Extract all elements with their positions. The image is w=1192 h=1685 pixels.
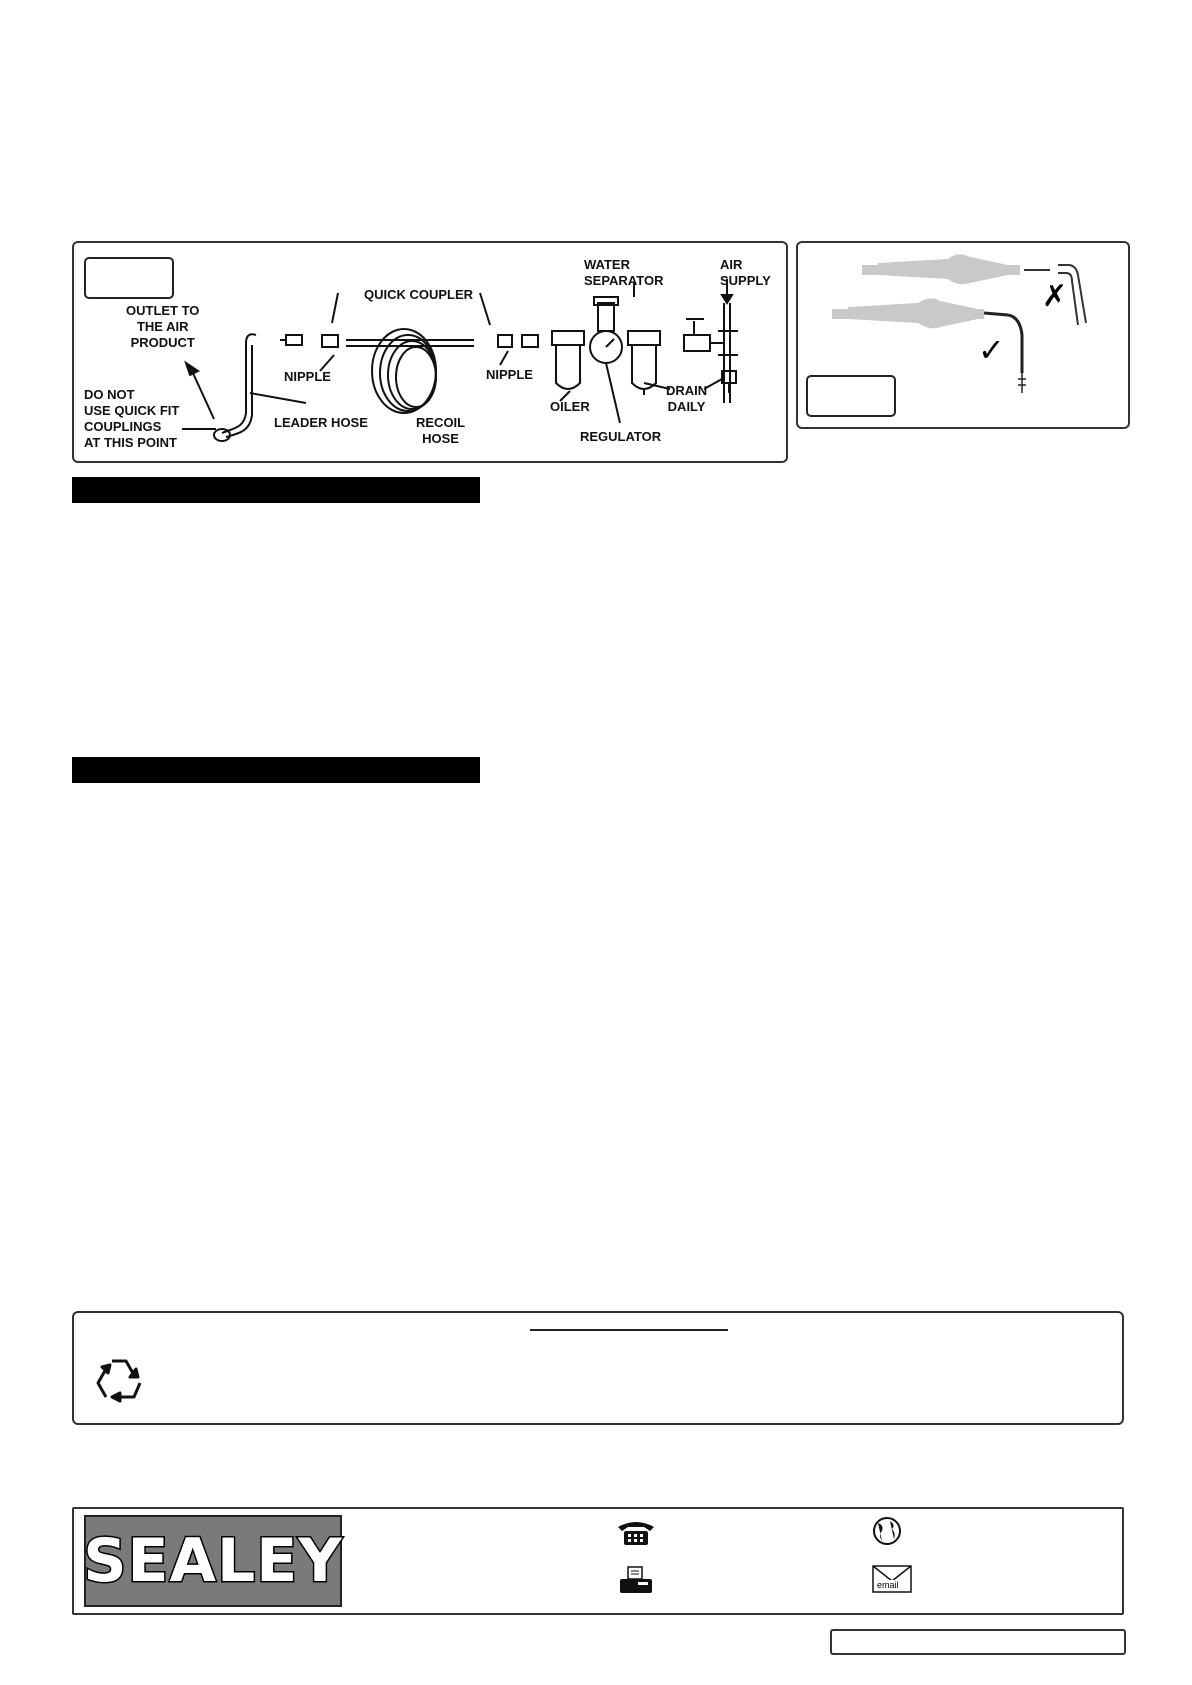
label-do-not: DO NOT USE QUICK FIT COUPLINGS AT THIS POINT	[84, 387, 180, 450]
label-drain-daily: DRAIN DAILY	[666, 383, 708, 414]
label-leader-hose: LEADER HOSE	[274, 415, 368, 430]
label-recoil-hose: RECOIL HOSE	[416, 415, 466, 446]
label-regulator: REGULATOR	[580, 429, 662, 444]
label-quick-coupler: QUICK COUPLER	[364, 287, 474, 302]
label-water-separator: WATER SEPARATOR	[584, 257, 664, 288]
telephone-icon	[614, 1517, 658, 1547]
globe-icon	[870, 1515, 904, 1547]
document-reference-box	[830, 1629, 1126, 1655]
fax-icon	[616, 1565, 656, 1597]
environment-heading-underline	[530, 1329, 728, 1331]
section-header-bar-2	[72, 757, 480, 783]
label-nipple-left: NIPPLE	[284, 369, 331, 384]
recycle-icon	[92, 1353, 146, 1407]
environment-protection-box	[72, 1311, 1124, 1425]
label-air-supply: AIR SUPPLY	[720, 257, 771, 288]
section-header-bar-1	[72, 477, 480, 503]
wrong-mark: ✗	[1042, 279, 1068, 314]
email-icon-text: email	[877, 1580, 899, 1590]
sealey-logo: SEALEY	[84, 1515, 342, 1607]
label-outlet: OUTLET TO THE AIR PRODUCT	[126, 303, 200, 350]
email-icon	[872, 1565, 912, 1593]
figure-tag-2	[806, 375, 896, 417]
label-nipple-right: NIPPLE	[486, 367, 533, 382]
right-mark: ✓	[978, 331, 1005, 369]
hose-fitting-figure-panel	[796, 241, 1130, 429]
footer-contact-box	[72, 1507, 1124, 1615]
label-oiler: OILER	[550, 399, 590, 414]
air-supply-diagram-panel	[72, 241, 788, 463]
